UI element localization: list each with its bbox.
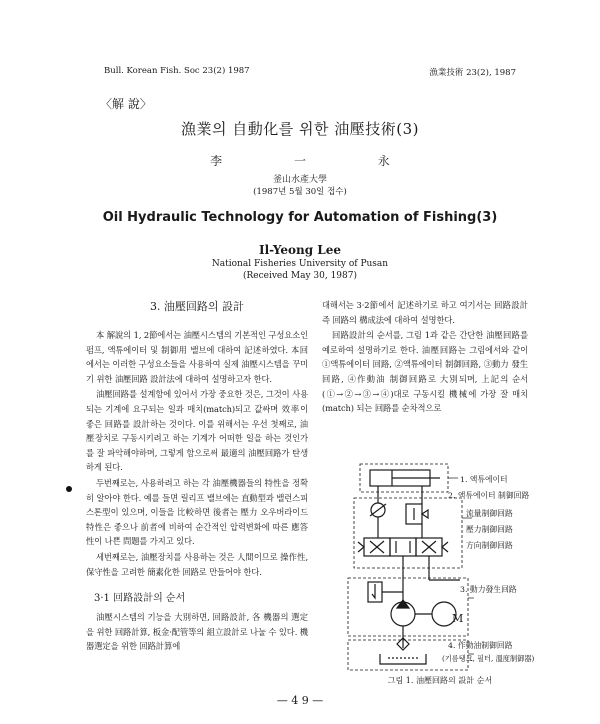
directional-valve-symbol [358, 538, 448, 556]
tank-filter-symbol [380, 626, 426, 664]
paragraph: 油壓시스템의 기능을 大別하면, 回路設計, 各 機器의 選定을 위한 回路計算, 板金·配管等의 組立設計로 나눌 수 있다. 機器選定을 위한 回路計算에 [86, 612, 308, 652]
paragraph: 油壓回路를 설계함에 있어서 가장 중요한 것은, 그것이 사용되는 기계에 요구되는 일과 매치(match)되고 값싸며 效率이 좋은 回路를 設計하는 것이다. 이를 위해서는 우선 첫째로, 油壓장치로 구동시키려고 하는 기계가 어떠한 일을 하는 것인가를 잘 파악해야하며, 그렇게 함으로써 最適의 油壓回路가 탄생하게 된다. [86, 389, 308, 473]
control-group-box [354, 498, 462, 568]
margin-mark [66, 486, 72, 492]
affiliation-korean: 釜山水產大學 [272, 175, 327, 185]
paragraph: 두번째로는, 사용하려고 하는 각 油壓機器들의 特性을 정확히 알아야 한다. 예를 들면 릴리프 밸브에는 直動型과 밸런스피스톤型이 있으며, 이들을 比較하면 後者는 壓力 오우버라이드 特性은 좋으나 前者에 비하여 순간적인 압력변화에 따른 應答性이 나쁜 問題를 가지고 있다. [86, 477, 308, 547]
actuator-cylinder-symbol [370, 470, 440, 496]
label-actuator: 1. 액튜에이터 [460, 475, 508, 484]
label-power-generation: 3. 動力發生回路 [460, 585, 517, 594]
paragraph: 대해서는 3·2節에서 記述하기로 하고 여기서는 回路設計 즉 回路의 構成法에 대하여 설명한다. [322, 300, 528, 325]
label-direction-control: 方向制御回路 [466, 541, 513, 550]
section-tag: 〈解 說〉 [100, 97, 152, 111]
sub-section-heading: 3·1 回路設計의 순서 [94, 593, 186, 605]
paragraph: 回路設計의 순서를, 그림 1과 같은 간단한 油壓回路를 예로하여 설명하기로 한다. 油壓回路는 그림에서와 같이 ①액튜에이터 回路, ②액튜에이터 制御回路, ③動力 發生回路, ④作動油 制御回路로 大別되며, 上記의 순서 (①→②→③→④)대로 구동시킬 機械에 가장 잘 매치(match) 되는 回路를 순차적으로 [322, 330, 528, 414]
paragraph: 本 解說의 1, 2節에서는 油壓시스템의 기본적인 구성요소인 펌프, 액튜에이터 및 制御用 밸브에 대하여 記述하였다. 本回에서는 이러한 구성요소들을 사용하여 실제 油壓시스템을 꾸미기 위한 油壓回路 設計法에 대하여 설명하고자 한다. [86, 330, 308, 384]
received-date-english: (Received May 30, 1987) [242, 271, 357, 281]
motor-letter: M [452, 612, 464, 625]
journal-header-left: Bull. Korean Fish. Soc 23(2) 1987 [104, 66, 250, 76]
hydraulic-circuit-figure [340, 462, 550, 692]
label-flow-control: 流量制御回路 [466, 509, 513, 518]
affiliation-english: National Fisheries University of Pusan [211, 259, 389, 269]
page-number: — 4 9 — [276, 694, 324, 707]
label-oil-control-detail: (기름탱크, 필터, 溫度制御器) [442, 654, 535, 663]
label-pressure-control: 壓力制御回路 [466, 525, 513, 534]
label-actuator-control: 2. 액튜에이터 制御回路 [448, 491, 530, 500]
relief-valve-symbol [368, 582, 403, 602]
title-korean: 漁業의 自動化를 위한 油壓技術(3) [180, 120, 419, 138]
label-oil-control: 4. 作動油制御回路 [448, 641, 513, 650]
flow-control-valve-symbol [370, 496, 386, 538]
journal-header-right: 漁業技術 23(2), 1987 [429, 68, 516, 78]
author-korean: 李 一 永 [210, 154, 424, 168]
pump-symbol [391, 600, 432, 626]
section-heading: 3. 油壓回路의 設計 [149, 300, 245, 313]
left-column [86, 298, 308, 655]
figure-caption: 그림 1. 油壓回路의 設計 순서 [387, 676, 493, 685]
title-english: Oil Hydraulic Technology for Automation of Fishing(3) [102, 210, 498, 225]
paragraph: 세번째로는, 油壓장치를 사용하는 것은 人間이므로 操作性, 保守性을 고려한 簡素化한 回路로 만들어야 한다. [86, 551, 308, 577]
right-column [322, 298, 528, 417]
pressure-control-valve-symbol [406, 496, 428, 538]
received-date-korean: (1987년 5월 30일 접수) [253, 187, 347, 197]
author-english: Il-Yeong Lee [259, 243, 341, 257]
